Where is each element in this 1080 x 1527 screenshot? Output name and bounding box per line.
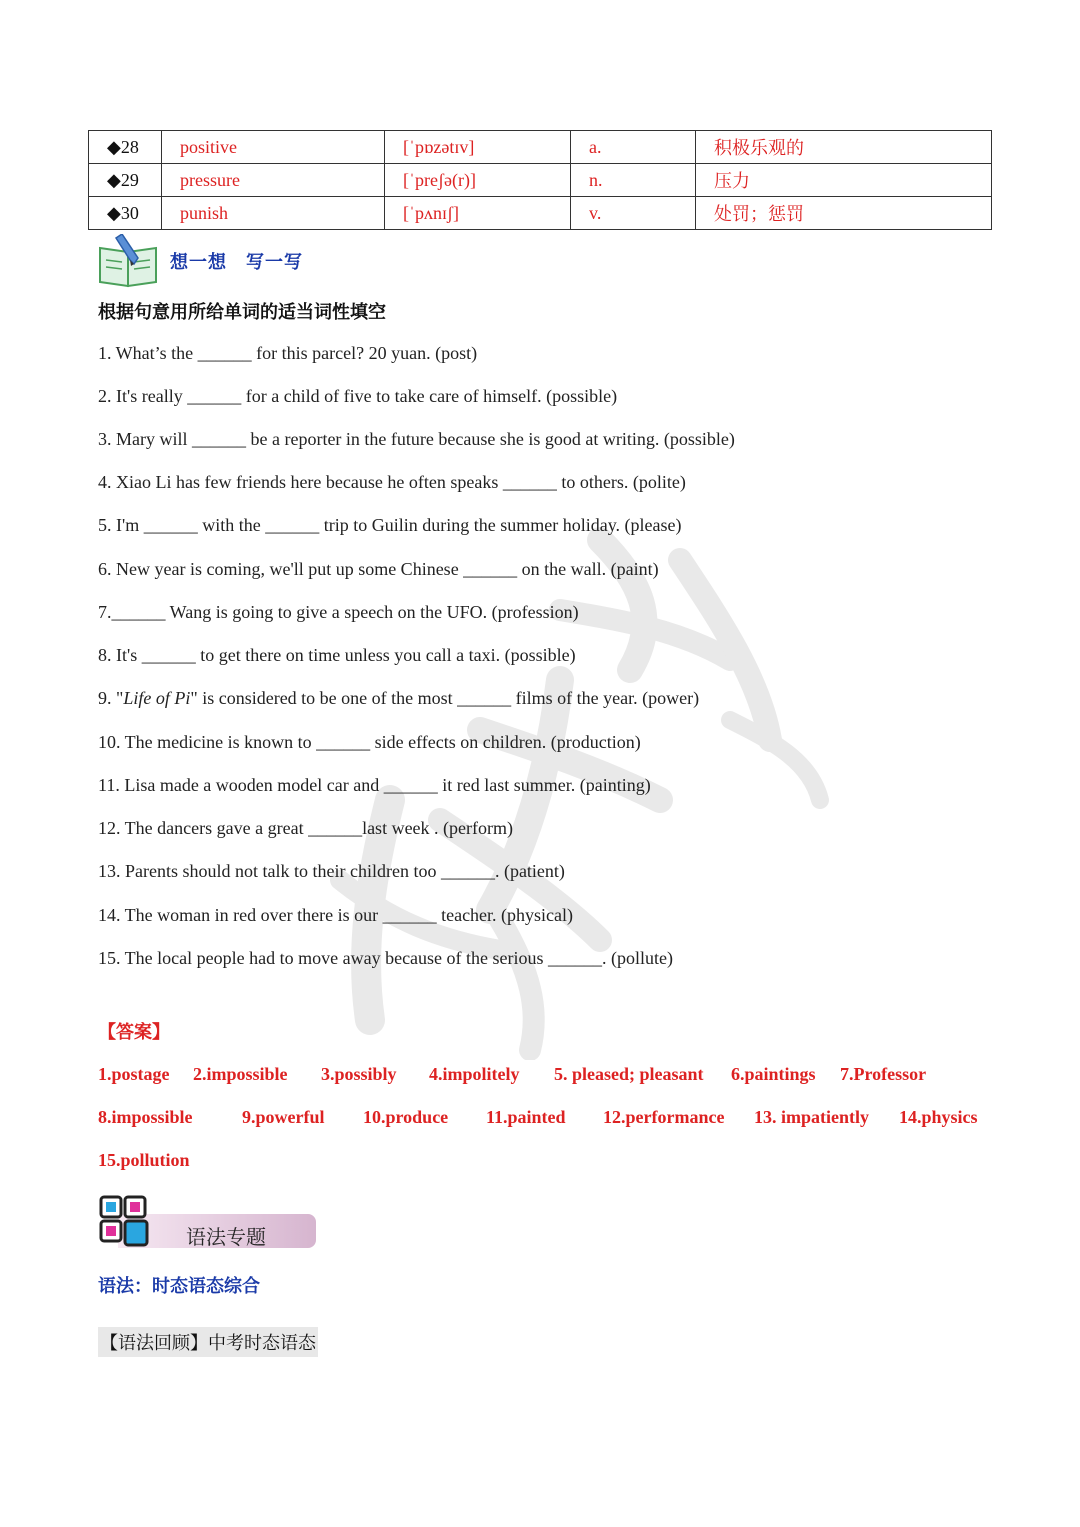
answer-item: 11.painted [486, 1107, 566, 1127]
row-number: ◆28 [89, 131, 162, 164]
question-4: 4. Xiao Li has few friends here because he often speaks ______ to others. (polite) [98, 472, 686, 492]
answer-item: 10.produce [363, 1107, 449, 1127]
answer-item: 4.impolitely [429, 1064, 520, 1084]
question-8: 8. It's ______ to get there on time unless you call a taxi. (possible) [98, 645, 576, 665]
question-14: 14. The woman in red over there is our ______ teacher. (physical) [98, 905, 574, 925]
question-5: 5. I'm ______ with the ______ trip to Guilin during the summer holiday. (please) [98, 515, 682, 535]
question-13: 13. Parents should not talk to their children too ______. (patient) [98, 861, 565, 881]
think-write-title: 想一想 写一写 [170, 252, 303, 273]
table-row [89, 164, 992, 197]
answer-item: 13. impatiently [754, 1107, 869, 1127]
grammar-section-title: 语法专题 [186, 1225, 266, 1249]
table-row [89, 197, 992, 230]
exercise-instruction: 根据句意用所给单词的适当词性填空 [98, 302, 386, 323]
answer-item: 2.impossible [193, 1064, 288, 1084]
answer-heading: 【答案】 [98, 1022, 170, 1043]
question-1: 1. What’s the ______ for this parcel? 20 yuan. (post) [98, 343, 478, 363]
answer-item: 7.Professor [840, 1064, 927, 1084]
row-number: ◆30 [89, 197, 162, 230]
vocab-word: pressure [162, 164, 385, 197]
vocab-phonetic: [ˈpɒzətɪv] [385, 131, 571, 164]
answer-item: 5. pleased; pleasant [554, 1064, 704, 1084]
question-3: 3. Mary will ______ be a reporter in the future because she is good at writing. (possible) [98, 429, 735, 449]
grammar-review-label: 【语法回顾】中考时态语态 [98, 1327, 318, 1357]
answer-item: 6.paintings [731, 1064, 816, 1084]
answer-item: 12.performance [603, 1107, 725, 1127]
vocab-phonetic: [ˈpʌnɪʃ] [385, 197, 571, 230]
question-2: 2. It's really ______ for a child of five to take care of himself. (possible) [98, 386, 618, 406]
grammar-section-header [98, 1194, 318, 1254]
vocab-meaning: 处罚；惩罚 [696, 197, 992, 230]
question-9-suffix: " is considered to be one of the most ______ films of the year. (power) [190, 688, 700, 708]
answer-item: 14.physics [899, 1107, 978, 1127]
book-pencil-icon [98, 234, 160, 288]
answer-item: 9.powerful [242, 1107, 325, 1127]
vocab-meaning: 积极乐观的 [696, 131, 992, 164]
grammar-topic: 语法：时态语态综合 [98, 1276, 260, 1297]
vocab-part-of-speech: a. [571, 131, 696, 164]
vocabulary-table [88, 130, 992, 230]
vocab-word: punish [162, 197, 385, 230]
vocab-phonetic: [ˈpreʃə(r)] [385, 164, 571, 197]
row-number: ◆29 [89, 164, 162, 197]
question-9-prefix: 9. " [98, 688, 124, 708]
question-10: 10. The medicine is known to ______ side effects on children. (production) [98, 732, 641, 752]
question-12: 12. The dancers gave a great ______last week . (perform) [98, 818, 514, 838]
question-7: 7.______ Wang is going to give a speech on the UFO. (profession) [98, 602, 579, 622]
vocab-meaning: 压力 [696, 164, 992, 197]
grid-blocks-icon [98, 1194, 150, 1250]
answer-item: 1.postage [98, 1064, 170, 1084]
answer-item: 15.pollution [98, 1150, 190, 1170]
table-row [89, 131, 992, 164]
answer-item: 8.impossible [98, 1107, 193, 1127]
film-title: Life of Pi [123, 688, 191, 708]
question-15: 15. The local people had to move away because of the serious ______. (pollute) [98, 948, 673, 968]
vocab-part-of-speech: n. [571, 164, 696, 197]
question-11: 11. Lisa made a wooden model car and ______ it red last summer. (painting) [98, 775, 651, 795]
answer-item: 3.possibly [321, 1064, 397, 1084]
question-6: 6. New year is coming, we'll put up some Chinese ______ on the wall. (paint) [98, 559, 659, 579]
question-9 [98, 688, 699, 709]
vocab-part-of-speech: v. [571, 197, 696, 230]
vocab-word: positive [162, 131, 385, 164]
